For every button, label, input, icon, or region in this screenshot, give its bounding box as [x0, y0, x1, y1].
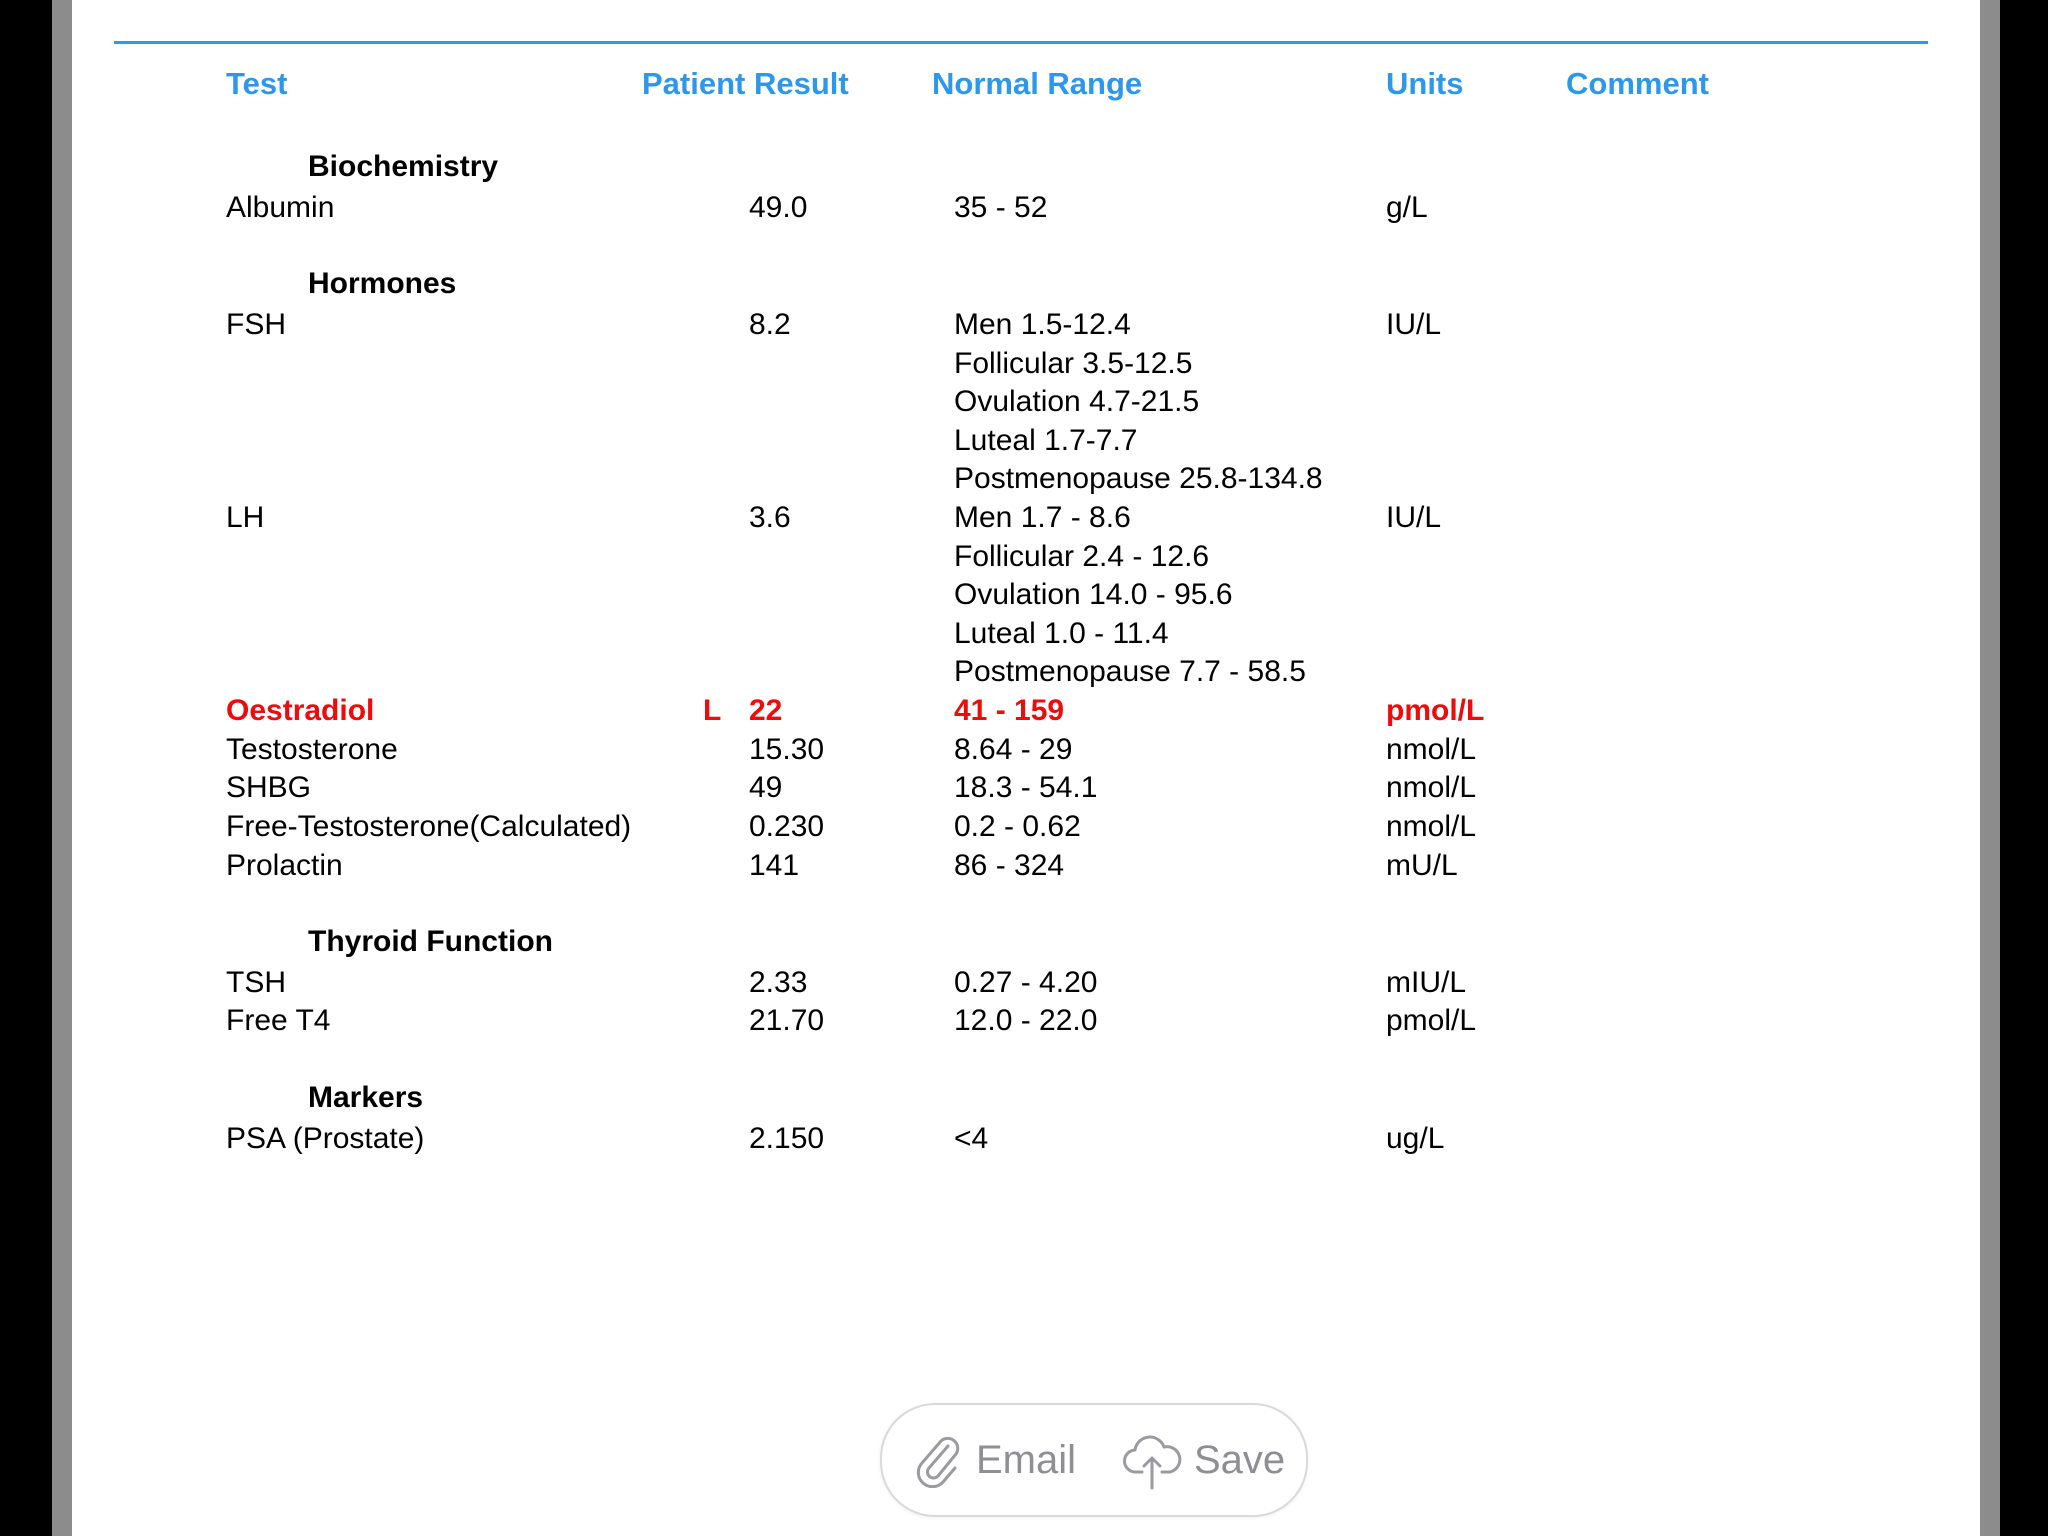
normal-range-line: Ovulation 4.7-21.5	[954, 385, 1200, 418]
normal-range-line: Luteal 1.7-7.7	[954, 423, 1138, 457]
save-button-label: Save	[1194, 1437, 1286, 1482]
patient-result: 3.6	[749, 501, 791, 534]
save-button[interactable]	[1122, 1405, 1285, 1515]
patient-result: 22	[749, 694, 783, 727]
normal-range-line: Men 1.5-12.4	[954, 308, 1131, 341]
section-heading: Biochemistry	[308, 150, 499, 183]
normal-range	[954, 773, 1097, 812]
patient-result: 15.30	[749, 733, 825, 766]
test-name: LH	[226, 501, 265, 534]
normal-range	[954, 735, 1072, 774]
units: IU/L	[1386, 308, 1442, 341]
units: mIU/L	[1386, 966, 1467, 999]
normal-range-line: 41 - 159	[954, 694, 1065, 727]
section-heading: Markers	[308, 1081, 424, 1114]
normal-range-line: 86 - 324	[954, 849, 1065, 882]
column-header-range: Normal Range	[932, 66, 1143, 101]
normal-range	[954, 503, 1306, 696]
normal-range	[954, 1006, 1097, 1045]
normal-range-line: Postmenopause 7.7 - 58.5	[954, 655, 1306, 688]
section-heading: Thyroid Function	[308, 925, 553, 958]
patient-result: 2.150	[749, 1122, 825, 1155]
patient-result: 49.0	[749, 191, 808, 224]
test-name: Free T4	[226, 1004, 331, 1037]
email-button-label: Email	[976, 1437, 1077, 1482]
share-toolbar	[880, 1403, 1308, 1517]
normal-range-line: Men 1.7 - 8.6	[954, 501, 1131, 534]
column-header-test: Test	[226, 66, 288, 101]
abnormal-flag: L	[703, 694, 722, 727]
normal-range-line: Ovulation 14.0 - 95.6	[954, 578, 1233, 611]
test-name: PSA (Prostate)	[226, 1122, 425, 1155]
patient-result: 21.70	[749, 1004, 825, 1037]
units: nmol/L	[1386, 733, 1477, 766]
units: pmol/L	[1386, 1004, 1477, 1037]
column-header-units: Units	[1386, 66, 1464, 101]
test-name: Testosterone	[226, 733, 398, 766]
normal-range	[954, 851, 1064, 890]
cloud-upload-icon	[1122, 1430, 1184, 1490]
normal-range-line: 8.64 - 29	[954, 733, 1073, 766]
test-name: Albumin	[226, 191, 335, 224]
paperclip-icon	[912, 1432, 962, 1488]
normal-range-line: 12.0 - 22.0	[954, 1004, 1098, 1037]
normal-range-line: 0.27 - 4.20	[954, 966, 1098, 999]
patient-result: 49	[749, 771, 783, 804]
normal-range-line: 35 - 52	[954, 191, 1048, 224]
email-button[interactable]	[912, 1405, 1076, 1515]
device-bezel-left	[52, 0, 72, 1536]
normal-range-line: Postmenopause 25.8-134.8	[954, 462, 1323, 495]
test-name: Oestradiol	[226, 694, 375, 727]
test-name: TSH	[226, 966, 286, 999]
section-heading: Hormones	[308, 267, 457, 300]
normal-range-line: Follicular 3.5-12.5	[954, 346, 1193, 380]
normal-range-line: 0.2 - 0.62	[954, 810, 1081, 843]
normal-range	[954, 812, 1081, 851]
normal-range	[954, 1124, 988, 1163]
normal-range-line: 18.3 - 54.1	[954, 771, 1098, 804]
normal-range-line: Follicular 2.4 - 12.6	[954, 539, 1210, 573]
units: mU/L	[1386, 849, 1458, 882]
patient-result: 0.230	[749, 810, 825, 843]
normal-range	[954, 310, 1323, 503]
units: g/L	[1386, 191, 1428, 224]
test-name: SHBG	[226, 771, 312, 804]
units: ug/L	[1386, 1122, 1445, 1155]
normal-range	[954, 193, 1047, 232]
units: nmol/L	[1386, 771, 1477, 804]
column-header-comment: Comment	[1566, 66, 1709, 101]
patient-result: 2.33	[749, 966, 808, 999]
units: pmol/L	[1386, 694, 1485, 727]
patient-result: 8.2	[749, 308, 791, 341]
units: nmol/L	[1386, 810, 1477, 843]
patient-result: 141	[749, 849, 800, 882]
header-rule	[114, 41, 1928, 44]
column-header-result: Patient Result	[642, 66, 849, 101]
normal-range	[954, 696, 1064, 735]
device-bezel-right	[1980, 0, 2000, 1536]
normal-range-line: Luteal 1.0 - 11.4	[954, 616, 1169, 650]
test-name: FSH	[226, 308, 286, 341]
units: IU/L	[1386, 501, 1442, 534]
normal-range	[954, 968, 1097, 1007]
test-name: Prolactin	[226, 849, 343, 882]
report-page	[72, 0, 1980, 1536]
test-name: Free-Testosterone(Calculated)	[226, 810, 632, 843]
normal-range-line: <4	[954, 1122, 989, 1155]
